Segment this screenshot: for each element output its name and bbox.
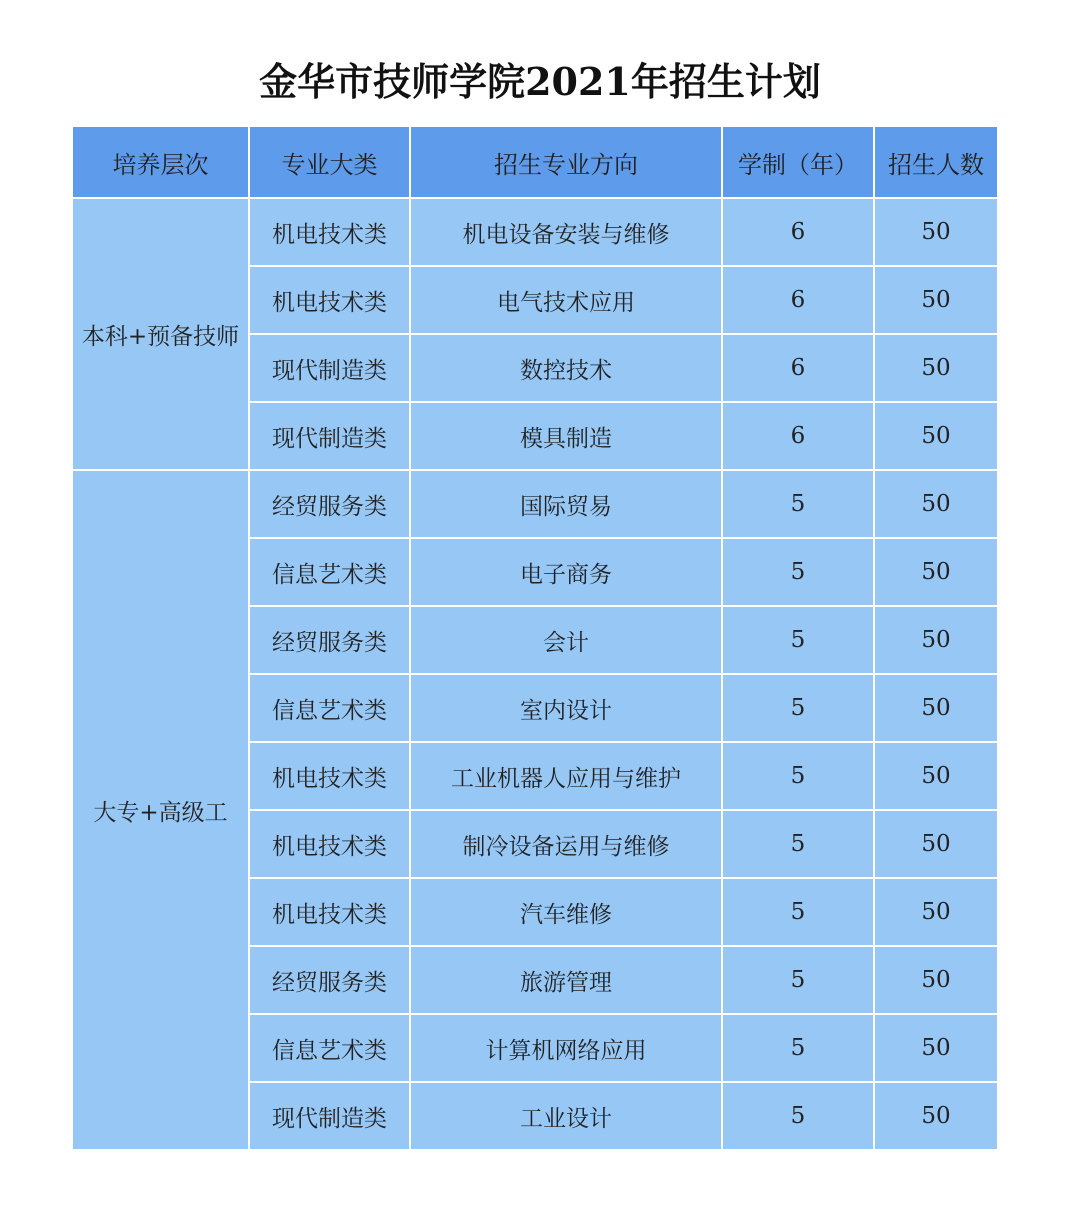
category-cell: 经贸服务类 [249,946,410,1014]
major-cell: 电气技术应用 [410,266,722,334]
major-cell: 模具制造 [410,402,722,470]
major-cell: 会计 [410,606,722,674]
major-cell: 工业机器人应用与维护 [410,742,722,810]
count-cell: 50 [874,606,998,674]
count-cell: 50 [874,402,998,470]
table-header-row [72,126,998,198]
category-cell: 机电技术类 [249,742,410,810]
table-row [72,470,998,538]
years-cell: 5 [722,878,874,946]
years-cell: 5 [722,470,874,538]
years-cell: 5 [722,742,874,810]
category-cell: 现代制造类 [249,334,410,402]
header-years: 学制（年） [722,126,874,198]
major-cell: 工业设计 [410,1082,722,1150]
years-cell: 6 [722,402,874,470]
years-cell: 6 [722,334,874,402]
category-cell: 信息艺术类 [249,1014,410,1082]
count-cell: 50 [874,1082,998,1150]
major-cell: 数控技术 [410,334,722,402]
years-cell: 5 [722,946,874,1014]
category-cell: 信息艺术类 [249,674,410,742]
years-cell: 6 [722,266,874,334]
years-cell: 5 [722,1014,874,1082]
category-cell: 信息艺术类 [249,538,410,606]
years-cell: 5 [722,1082,874,1150]
category-cell: 现代制造类 [249,402,410,470]
header-category: 专业大类 [249,126,410,198]
enrollment-table [71,125,999,1151]
header-count: 招生人数 [874,126,998,198]
count-cell: 50 [874,198,998,266]
count-cell: 50 [874,810,998,878]
major-cell: 汽车维修 [410,878,722,946]
major-cell: 室内设计 [410,674,722,742]
count-cell: 50 [874,946,998,1014]
major-cell: 旅游管理 [410,946,722,1014]
years-cell: 5 [722,674,874,742]
category-cell: 机电技术类 [249,198,410,266]
level-cell: 本科+预备技师 [72,198,249,470]
major-cell: 机电设备安装与维修 [410,198,722,266]
years-cell: 5 [722,810,874,878]
category-cell: 机电技术类 [249,810,410,878]
category-cell: 经贸服务类 [249,470,410,538]
count-cell: 50 [874,674,998,742]
count-cell: 50 [874,470,998,538]
page-title: 金华市技师学院2021年招生计划 [259,59,821,104]
category-cell: 机电技术类 [249,878,410,946]
category-cell: 现代制造类 [249,1082,410,1150]
header-level: 培养层次 [72,126,249,198]
count-cell: 50 [874,538,998,606]
count-cell: 50 [874,878,998,946]
count-cell: 50 [874,1014,998,1082]
major-cell: 国际贸易 [410,470,722,538]
major-cell: 电子商务 [410,538,722,606]
header-major: 招生专业方向 [410,126,722,198]
count-cell: 50 [874,266,998,334]
category-cell: 机电技术类 [249,266,410,334]
count-cell: 50 [874,742,998,810]
level-cell: 大专+高级工 [72,470,249,1150]
years-cell: 5 [722,606,874,674]
years-cell: 5 [722,538,874,606]
table-row [72,198,998,266]
major-cell: 计算机网络应用 [410,1014,722,1082]
count-cell: 50 [874,334,998,402]
major-cell: 制冷设备运用与维修 [410,810,722,878]
category-cell: 经贸服务类 [249,606,410,674]
years-cell: 6 [722,198,874,266]
